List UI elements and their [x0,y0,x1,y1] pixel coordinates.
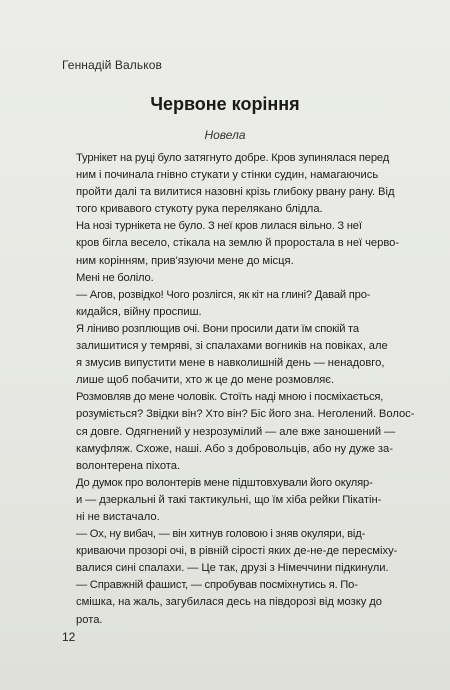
running-head-author: Геннадій Вальков [62,58,162,72]
text-line: я змусив випустити мене в навколишній день — ненадовго, [76,357,385,370]
text-line: Розмовляв до мене чоловік. Стоїть наді мною і посміхається, [76,391,384,404]
text-line: криваючи прозорі очі, в рівній сірості яких де-не-де пересміху- [76,545,398,558]
paragraph [62,321,414,389]
paragraph [62,287,414,321]
page-number: 12 [62,630,76,644]
text-line: лише щоб побачити, хто ж це до мене розмовляє. [76,374,335,387]
text-line: пройти далі та вилитися назовні крізь глибоку рвану рану. Від [76,186,395,199]
text-line: Я ліниво розплющив очі. Вони просили дати їм спокій та [76,322,359,335]
story-body [62,150,414,629]
text-line: волонтерена піхота. [76,459,181,472]
text-line: кров бігла весело, стікала на землю й проростала в неї черво- [76,237,400,250]
paragraph [62,475,414,526]
story-title: Червоне коріння [150,94,300,114]
paragraph [62,150,414,218]
story-genre-subtitle: Новела [204,128,246,142]
text-line: того кривавого стукоту рука перелякано блідла. [76,203,323,216]
paragraph [62,389,414,474]
text-line: Турнікет на руці було затягнуто добре. Кров зупинялася перед [76,152,390,164]
text-line: розуміється? Звідки він? Хто він? Біс його зна. Неголений. Волос- [76,408,415,421]
text-line: рота. [76,613,103,626]
paragraph [62,577,414,628]
text-line: — Справжній фашист, — спробував посміхнутись я. По- [76,579,358,592]
text-line: На нозі турнікета не було. З неї кров лилася вільно. З неї [76,220,362,233]
text-line: смішка, на жаль, загубилася десь на півдорозі від мозку до [76,596,383,609]
paragraph [62,270,414,287]
text-line: ним корінням, прив'язуючи мене до місця. [76,254,294,267]
text-line: ся довге. Одягнений у незрозумілий — але вже заношений — [76,425,396,438]
text-line: — Ох, ну вибач, — він хитнув головою і зняв окуляри, від- [76,528,366,541]
text-line: ним і починала гнівно стукати у стінки судин, намагаючись [76,169,379,182]
paragraph [62,526,414,577]
text-line: и — дзеркальні й такі тактикульні, що їм хіба рейки Пікатін- [76,493,382,506]
text-line: залишитися у темряві, зі спалахами вогників на повіках, але [76,340,388,353]
paragraph [62,218,414,269]
text-line: До думок про волонтерів мене підштовхували його окуляр- [76,476,373,489]
text-line: — Агов, розвідко! Чого розлігся, як кіт на глині? Давай про- [76,288,371,301]
text-line: Мені не боліло. [76,271,154,284]
text-line: камуфляж. Схоже, наші. Або з добровольців, або ну дуже за- [76,442,393,455]
text-line: ні не вистачало. [76,510,160,523]
text-line: валися сині спалахи. — Це так, друзі з Німеччини підкинули. [76,562,389,575]
text-line: кидайся, війну проспиш. [76,305,202,318]
